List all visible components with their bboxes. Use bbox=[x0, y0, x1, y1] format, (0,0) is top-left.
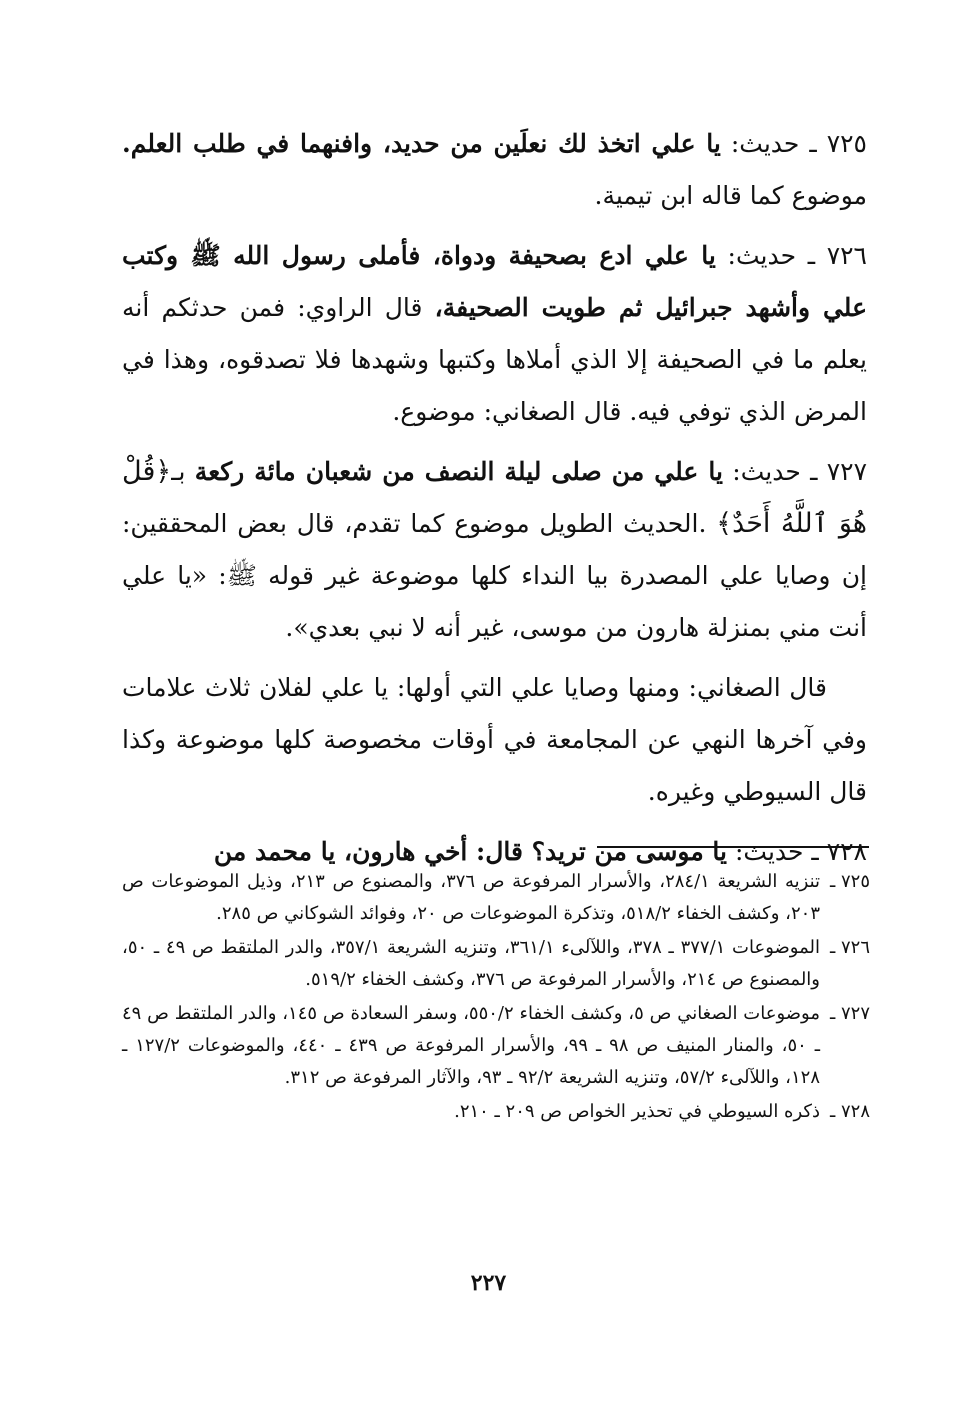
entry-comment: قال الراوي: فمن حدثكم أنه يعلم ما في الصحيفة إلا الذي أملاها وكتبها وشهدها فلا تصدقوه، وهذا في المرض الذي توفي فيه. قال الصغاني: موضوع. bbox=[122, 293, 867, 426]
footnotes bbox=[122, 866, 870, 1130]
entry-number: ٧٢٥ bbox=[826, 129, 867, 158]
hadith-text: يا علي ادع بصحيفة ودواة، فأملى رسول الله ﷺ وكتب علي وأشهد جبرائيل ثم طويت الصحيفة، bbox=[122, 241, 868, 322]
entry-lead: ـ حديث: bbox=[730, 129, 817, 158]
entry-number: ٧٢٦ bbox=[826, 241, 867, 270]
footnote-text: تنزيه الشريعة ٢٨٤/١، والأسرار المرفوعة ص ٣٧٦، والمصنوع ص ٢١٣، وذيل الموضوعات ص ٢٠٣، وكشف الخفاء ٥١٨/٢، وتذكرة الموضوعات ص ٢٠، وفوائد الشوكاني ص ٢٨٥. bbox=[122, 871, 821, 924]
hadith-text: يا موسى من تريد؟ قال: أخي هارون، يا محمد من bbox=[213, 837, 728, 866]
footnote-725 bbox=[122, 866, 870, 930]
entry-number: ٧٢٨ bbox=[826, 837, 867, 866]
footnote-728 bbox=[122, 1096, 870, 1128]
entry-number: ٧٢٧ bbox=[826, 457, 868, 486]
footnote-number: ٧٢٨ ـ bbox=[829, 1101, 870, 1122]
entry-comment: .الحديث الطويل موضوع كما تقدم، قال بعض المحققين: إن وصايا علي المصدرة بيا النداء كلها موضوعة غير قوله ﷺ: «يا علي أنت مني بمنزلة هارون من موسى، غير أنه لا نبي بعدي». bbox=[122, 509, 867, 642]
entry-connector: بـ bbox=[171, 457, 186, 486]
footnote-726 bbox=[122, 932, 870, 996]
footnote-number: ٧٢٥ ـ bbox=[829, 871, 870, 892]
page-number: ٢٢٧ bbox=[470, 1270, 507, 1296]
footnote-number: ٧٢٧ ـ bbox=[829, 1003, 870, 1024]
footnote-divider bbox=[597, 846, 869, 848]
footnote-text: موضوعات الصغاني ص ٥، وكشف الخفاء ٥٥٠/٢، وسفر السعادة ص ١٤٥، والدر الملتقط ص ٤٩ ـ ٥٠، والمنار المنيف ص ٩٨ ـ ٩٩، والأسرار المرفوعة ص ٤٣٩ ـ ٤٤٠، والموضوعات ١٢٧/٢ ـ ١٢٨، واللآلىء ٥٧/٢، وتنزيه الشريعة ٩٢/٢ ـ ٩٣، والآثار المرفوعة ص ٣١٢. bbox=[122, 1003, 821, 1088]
main-text bbox=[122, 118, 867, 886]
entry-lead: ـ حديث: bbox=[734, 837, 819, 866]
entry-lead: ـ حديث: bbox=[727, 241, 816, 270]
entry-727 bbox=[122, 446, 867, 654]
commentary-paragraph: قال الصغاني: ومنها وصايا علي التي أولها: يا علي لفلان ثلاث علامات وفي آخرها النهي عن المجامعة في أوقات مخصوصة كلها موضوعة وكذا قال السيوطي وغيره. bbox=[122, 673, 867, 806]
footnote-text: ذكره السيوطي في تحذير الخواص ص ٢٠٩ ـ ٢١٠. bbox=[454, 1101, 820, 1122]
footnote-727 bbox=[122, 998, 870, 1094]
footnote-number: ٧٢٦ ـ bbox=[829, 937, 870, 958]
entry-comment: موضوع كما قاله ابن تيمية. bbox=[594, 181, 867, 210]
hadith-text: يا علي من صلى ليلة النصف من شعبان مائة ركعة bbox=[194, 457, 723, 486]
hadith-text: يا علي اتخذ لك نعلَين من حديد، وافنهما في طلب العلم. bbox=[122, 129, 721, 158]
entry-726 bbox=[122, 230, 867, 438]
footnote-text: الموضوعات ٣٧٧/١ ـ ٣٧٨، واللآلىء ٣٦١/١، وتنزيه الشريعة ٣٥٧/١، والدر الملتقط ص ٤٩ ـ ٥٠، والمصنوع ص ٢١٤، والأسرار المرفوعة ص ٣٧٦، وكشف الخفاء ٥١٩/٢. bbox=[122, 937, 820, 990]
quran-verse: ﴿قُلْ هُوَ ٱللَّهُ أَحَدٌ﴾ bbox=[122, 456, 868, 539]
entry-725 bbox=[122, 118, 867, 222]
entry-lead: ـ حديث: bbox=[732, 457, 818, 486]
